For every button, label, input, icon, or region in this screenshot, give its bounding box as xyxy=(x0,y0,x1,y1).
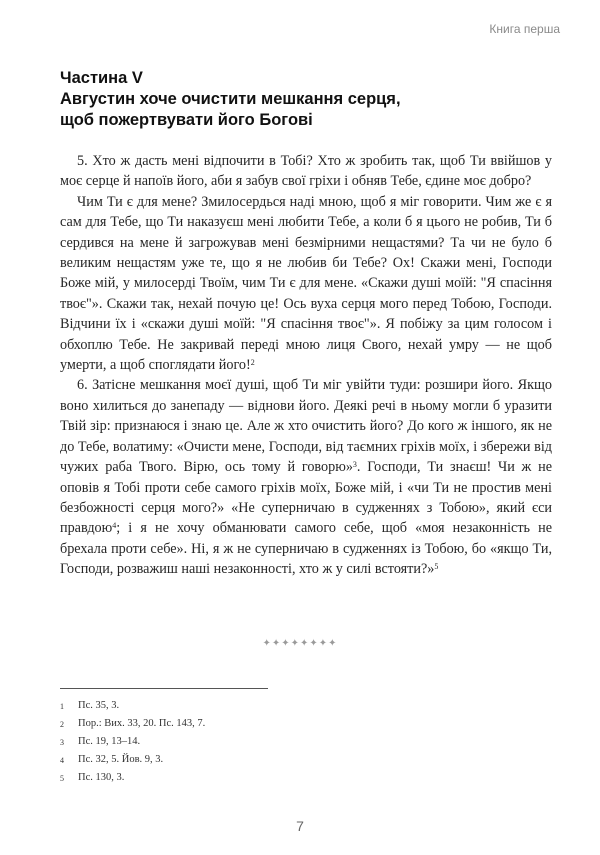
footnotes xyxy=(60,697,540,787)
paragraph-5-continued-text: Чим Ти є для мене? Змилосердься наді мною, щоб я міг говорити. Чим же є я сам для Тебе, що Ти наказуєш мені любити Тебе, а коли б я цього не робив, Ти б сердився на мене й загрожував мені безмірними нещастями? Та чи не було б великим нещастям уже те, що я не любив би Тебе? Ох! Скажи мені, Господи Боже мій, у милосерді Твоїм, чим Ти є для мене. «Скажи душі моїй: "Я спасіння твоє"». Скажи так, нехай почую це! Ось вуха серця мого перед Тобою, Господи. Відчини їх і «скажи душі моїй: "Я спасіння твоє"». Я побіжу за цим голосом і обхоплю Тебе. Не закривай переді мною лиця Свого, нехай умру — не щоб умерти, а щоб споглядати його! xyxy=(60,193,552,374)
footnote-text: Пс. 19, 13–14. xyxy=(78,736,141,747)
section-ornament-icon: ✦✦✦✦✦✦✦✦ xyxy=(262,638,338,649)
footnote-ref-5[interactable]: 5 xyxy=(434,562,439,572)
section-heading xyxy=(60,68,560,131)
heading-title-line-1: Августин хоче очистити мешкання серця, xyxy=(60,90,401,108)
paragraph-5 xyxy=(60,151,552,192)
heading-part-number: Частина V xyxy=(60,69,143,87)
body-text xyxy=(60,151,552,580)
footnote-number: 2 xyxy=(60,720,64,729)
footnote-2 xyxy=(60,715,540,733)
running-head: Книга перша xyxy=(489,22,560,36)
page-number: 7 xyxy=(296,818,304,834)
footnote-ref-2[interactable]: 2 xyxy=(250,358,255,368)
paragraph-6-text-1: 6. Затісне мешкання моєї душі, щоб Ти міг увійти туди: розшири його. Якщо воно хилиться до занепаду — віднови його. Деякі речі в ньому могли б уразити Твій зір: признаюся і знаю це. Але ж хто очистить його? До кого ж іншого, як не до Тебе, волатиму: «Очисти мене, Господи, від таємних гріхів моїх, і збережи від чужих раба Твого. Вірю, ось тому й говорю» xyxy=(60,377,552,476)
footnote-4 xyxy=(60,751,540,769)
paragraph-5-continued xyxy=(60,192,552,376)
footnote-number: 4 xyxy=(60,756,64,765)
paragraph-6 xyxy=(60,375,552,579)
paragraph-6-text-3: ; і я не хочу обманювати самого себе, щоб «моя незаконність не брехала проти себе». Ні, я ж не суперничаю в судженнях із Тобою, бо «якщо Ти, Господи, розважиш наші незаконності, хто ж у силі встояти?» xyxy=(60,520,552,578)
footnote-number: 1 xyxy=(60,702,64,711)
footnote-ref-4[interactable]: 4 xyxy=(112,521,117,531)
paragraph-6-text-2: . Господи, Ти знаєш! Чи ж не оповів я Тобі проти себе самого гріхів моїх, Боже мій, і «чи Ти не простив мені безбожності серця мого?» «Не суперничаю в судженнях з Тобою», який єси правдою xyxy=(60,459,552,537)
footnote-ref-3[interactable]: 3 xyxy=(352,460,357,470)
paragraph-5-text: 5. Хто ж дасть мені відпочити в Тобі? Хто ж зробить так, щоб Ти ввійшов у моє серце й напоїв його, аби я забув свої гріхи і обняв Тебе, єдине моє добро? xyxy=(60,153,552,190)
footnote-3 xyxy=(60,733,540,751)
footnote-divider xyxy=(60,688,268,689)
footnote-text: Пс. 32, 5. Йов. 9, 3. xyxy=(78,754,164,765)
footnote-text: Пор.: Вих. 33, 20. Пс. 143, 7. xyxy=(78,718,206,729)
heading-title-line-2: щоб пожертвувати його Богові xyxy=(60,111,313,129)
footnote-text: Пс. 130, 3. xyxy=(78,772,125,783)
footnote-text: Пс. 35, 3. xyxy=(78,700,120,711)
footnote-number: 3 xyxy=(60,738,64,747)
footnote-5 xyxy=(60,769,540,787)
footnote-1 xyxy=(60,697,540,715)
footnote-number: 5 xyxy=(60,774,64,783)
